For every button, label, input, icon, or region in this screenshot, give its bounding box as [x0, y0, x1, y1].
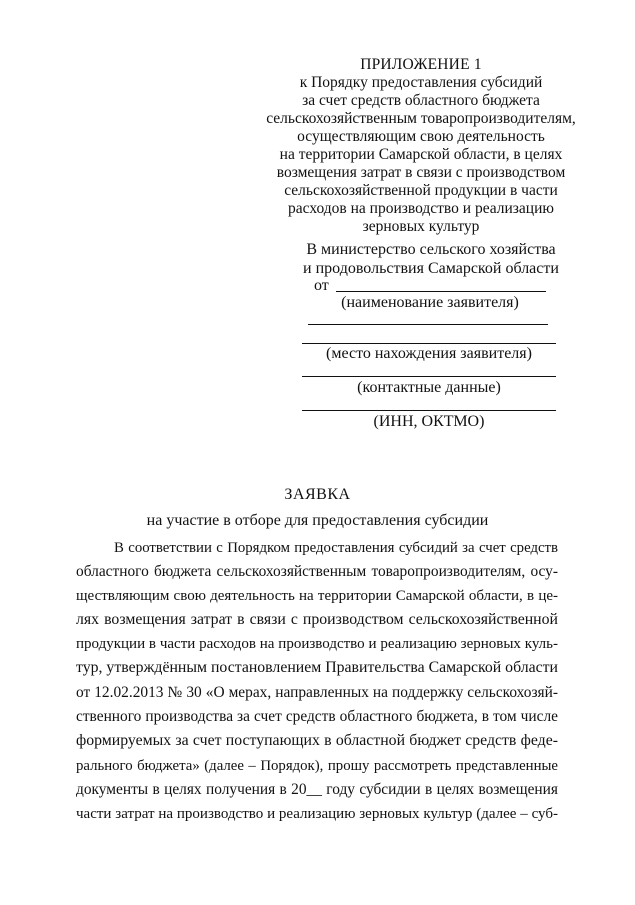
body-text-line: части затрат на производство и реализацию зерновых культур (далее – суб-: [76, 806, 558, 822]
body-text-line: ственного производства за счет средств областного бюджета, в том числе: [76, 708, 558, 725]
from-label: от: [314, 277, 329, 294]
appendix-line: за счет средств областного бюджета: [302, 92, 540, 109]
application-title: ЗАЯВКА: [284, 486, 351, 503]
body-text-line: документы в целях получения в 20__ году субсидии в целях возмещения: [76, 781, 558, 798]
blank-line: [308, 324, 548, 325]
body-text-line: ществляющим свою деятельность на территории Самарской области, в це-: [76, 588, 558, 604]
addressee-line: и продовольствия Самарской области: [303, 260, 559, 277]
contact-details-caption: (контактные данные): [357, 379, 501, 396]
application-subtitle: на участие в отборе для предоставления субсидии: [146, 512, 489, 529]
contact-details-blank: [302, 376, 556, 377]
inn-oktmo-blank: [302, 410, 556, 411]
body-text-line: лях возмещения затрат в связи с производством сельскохозяйственной: [76, 611, 558, 628]
applicant-name-blank: [336, 291, 546, 292]
body-text-line: областного бюджета сельскохозяйственным товаропроизводителям, осу-: [76, 563, 558, 580]
body-text-line: рального бюджета» (далее – Порядок), прошу рассмотреть представленные: [76, 758, 558, 774]
applicant-name-caption: (наименование заявителя): [341, 294, 519, 311]
appendix-line: осуществляющим свою деятельность: [297, 128, 545, 145]
appendix-line: на территории Самарской области, в целях: [279, 146, 563, 163]
addressee-line: В министерство сельского хозяйства: [306, 241, 556, 258]
inn-oktmo-caption: (ИНН, ОКТМО): [373, 413, 485, 430]
appendix-line: к Порядку предоставления субсидий: [299, 74, 543, 91]
appendix-line: возмещения затрат в связи с производством: [276, 164, 566, 181]
appendix-header: [262, 56, 580, 236]
body-text-line: В соответствии с Порядком предоставления субсидий за счет средств: [114, 540, 558, 556]
appendix-title: ПРИЛОЖЕНИЕ 1: [360, 56, 482, 73]
addressee-block: [300, 240, 562, 278]
body-text-line: формируемых за счет поступающих в областной бюджет средств феде-: [76, 732, 558, 749]
body-text-line: продукции в части расходов на производство и реализацию зерновых куль-: [76, 636, 558, 652]
appendix-line: сельскохозяйственным товаропроизводителям,: [266, 110, 576, 127]
body-text-line: тур, утверждённым постановлением Правительства Самарской области: [76, 659, 558, 676]
appendix-line: сельскохозяйственной продукции в части: [284, 182, 558, 199]
body-text-line: от 12.02.2013 № 30 «О мерах, направленных на поддержку сельскохозяй-: [76, 684, 558, 701]
applicant-location-caption: (место нахождения заявителя): [326, 345, 532, 362]
appendix-line: зерновых культур: [362, 218, 480, 235]
appendix-line: расходов на производство и реализацию: [288, 200, 554, 217]
